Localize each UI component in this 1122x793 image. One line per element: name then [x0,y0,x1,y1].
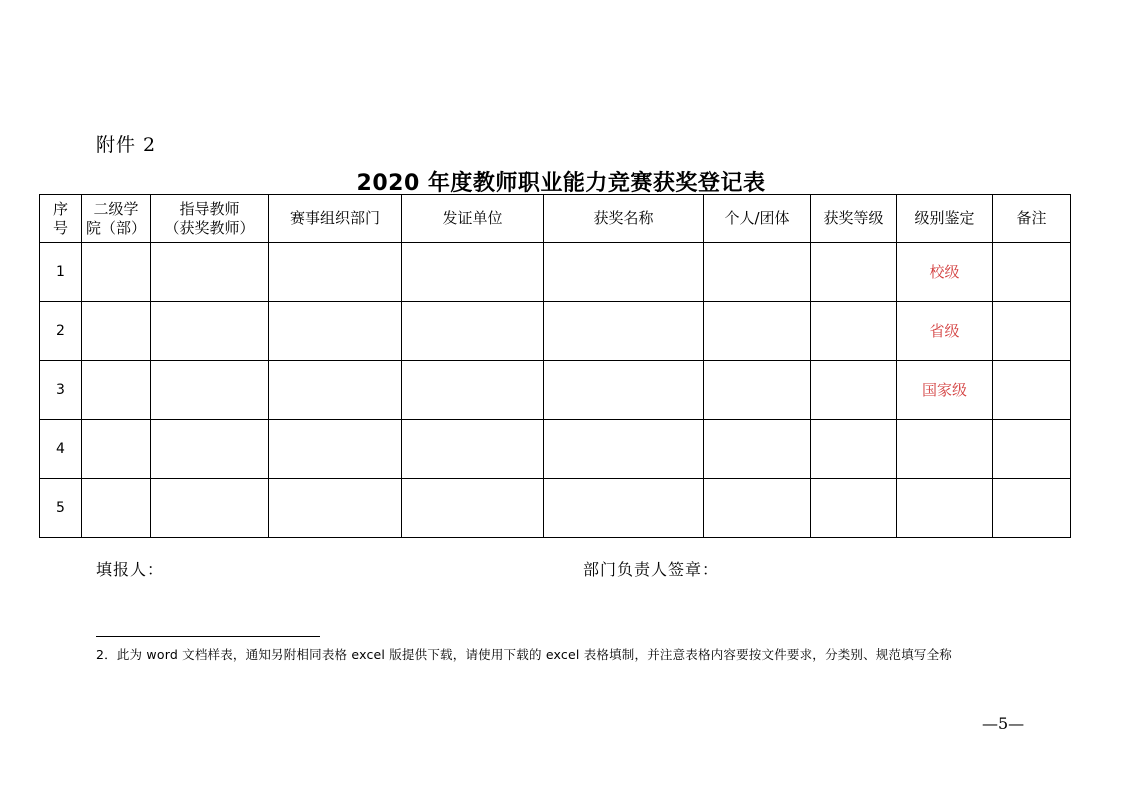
college-cell[interactable] [82,361,151,420]
remarks-cell[interactable] [993,479,1071,538]
table-row [40,302,1071,361]
remarks-cell[interactable] [993,420,1071,479]
row-index-cell: 3 [40,361,82,420]
header-cell-college [82,195,151,243]
footnote-divider [96,636,320,637]
issuer-cell[interactable] [402,243,544,302]
award-grade-cell[interactable] [811,420,897,479]
award-grade-cell[interactable] [811,361,897,420]
remarks-cell[interactable] [993,361,1071,420]
header-line: （获奖教师） [164,218,255,237]
issuer-cell[interactable] [402,361,544,420]
header-line: 院（部） [85,218,146,237]
award-registration-table [39,194,1071,538]
filler-label: 填报人： [96,560,165,579]
header-line: 级别鉴定 [914,209,975,227]
header-cell-level [897,195,993,243]
organizer-cell[interactable] [269,479,402,538]
award-name-cell[interactable] [544,302,704,361]
header-line: 赛事组织部门 [289,209,380,227]
table-header [40,195,1071,243]
header-cell-award-grade [811,195,897,243]
level-cell: 省级 [897,302,993,361]
header-line: 二级学 [93,199,139,218]
award-name-cell[interactable] [544,479,704,538]
header-line: 获奖等级 [823,209,884,227]
header-cell-index [40,195,82,243]
award-name-cell[interactable] [544,361,704,420]
level-cell: 校级 [897,243,993,302]
table-row [40,243,1071,302]
header-line: 发证单位 [442,209,503,227]
individual-team-cell[interactable] [704,243,811,302]
individual-team-cell[interactable] [704,361,811,420]
row-index-cell: 2 [40,302,82,361]
college-cell[interactable] [82,302,151,361]
level-cell[interactable] [897,479,993,538]
individual-team-cell[interactable] [704,302,811,361]
header-row [40,195,1071,243]
header-cell-individual-team [704,195,811,243]
college-cell[interactable] [82,479,151,538]
header-cell-issuer [402,195,544,243]
issuer-cell[interactable] [402,420,544,479]
document-title: 2020 年度教师职业能力竞赛获奖登记表 [356,171,766,196]
individual-team-cell[interactable] [704,479,811,538]
header-line: 个人/团体 [724,209,790,227]
advisor-cell[interactable] [151,243,269,302]
advisor-cell[interactable] [151,420,269,479]
header-line: 获奖名称 [593,209,654,227]
table-body [40,243,1071,538]
individual-team-cell[interactable] [704,420,811,479]
row-index-cell: 4 [40,420,82,479]
row-index-cell: 1 [40,243,82,302]
table-row [40,479,1071,538]
organizer-cell[interactable] [269,420,402,479]
award-name-cell[interactable] [544,420,704,479]
award-grade-cell[interactable] [811,302,897,361]
college-cell[interactable] [82,243,151,302]
header-cell-organizer [269,195,402,243]
organizer-cell[interactable] [269,361,402,420]
header-cell-remarks [993,195,1071,243]
table-row [40,361,1071,420]
header-line: 序 [52,199,68,218]
college-cell[interactable] [82,420,151,479]
remarks-cell[interactable] [993,302,1071,361]
department-signature-label: 部门负责人签章： [583,560,720,579]
table-row [40,420,1071,479]
header-line: 号 [52,218,68,237]
award-grade-cell[interactable] [811,479,897,538]
header-cell-award-name [544,195,704,243]
award-grade-cell[interactable] [811,243,897,302]
footnote-text: 2．此为 word 文档样表，通知另附相同表格 excel 版提供下载，请使用下载的 excel 表格填制，并注意表格内容要按文件要求，分类别、规范填写全称 [96,647,952,662]
attachment-label: 附件 2 [96,134,157,156]
award-name-cell[interactable] [544,243,704,302]
level-cell: 国家级 [897,361,993,420]
row-index-cell: 5 [40,479,82,538]
advisor-cell[interactable] [151,361,269,420]
header-cell-advisor [151,195,269,243]
remarks-cell[interactable] [993,243,1071,302]
page-number: —5— [982,714,1025,733]
organizer-cell[interactable] [269,302,402,361]
header-line: 指导教师 [179,199,240,218]
organizer-cell[interactable] [269,243,402,302]
issuer-cell[interactable] [402,479,544,538]
issuer-cell[interactable] [402,302,544,361]
advisor-cell[interactable] [151,479,269,538]
header-line: 备注 [1016,209,1047,227]
level-cell[interactable] [897,420,993,479]
advisor-cell[interactable] [151,302,269,361]
